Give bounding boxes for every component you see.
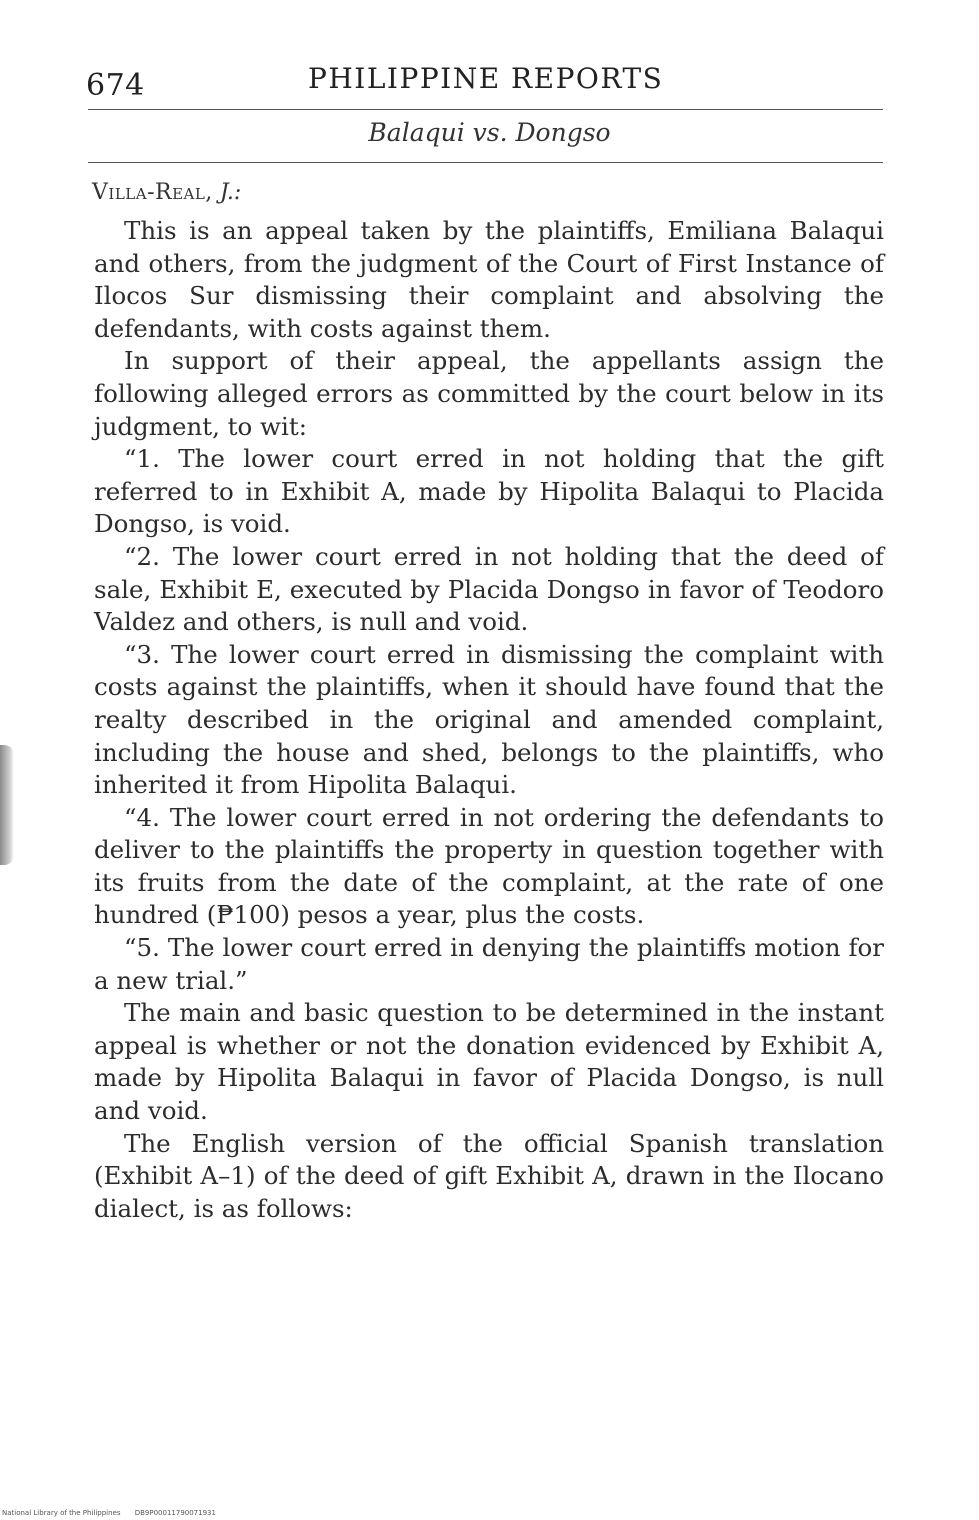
author-title: J.: — [219, 180, 242, 205]
paragraph: In support of their appeal, the appellants assign the following alleged errors as committed by the court below in its judgment, to wit: — [94, 346, 884, 441]
author-name: Villa-Real, — [92, 180, 213, 205]
opinion-author — [92, 180, 241, 205]
case-title: Balaqui vs. Dongso — [368, 118, 611, 147]
running-head: PHILIPPINE REPORTS — [308, 62, 664, 95]
footer-code: DB9P00011790071931 — [134, 1509, 216, 1517]
binding-shadow — [0, 745, 14, 865]
assigned-error: “3. The lower court erred in dismissing the complaint with costs against the plaintiffs, when it should have found that the realty described in the original and amended complaint, including the house and shed, belongs to the plaintiffs, who inherited it from Hipolita Balaqui. — [94, 639, 884, 800]
paragraph: The English version of the official Spanish translation (Exhibit A–1) of the deed of gift Exhibit A, drawn in the Ilocano dialect, is as follows: — [94, 1128, 884, 1223]
scan-footer — [2, 1509, 216, 1517]
assigned-error: “1. The lower court erred in not holding that the gift referred to in Exhibit A, made by Hipolita Balaqui to Placida Dongso, is void. — [94, 444, 884, 539]
paragraph: This is an appeal taken by the plaintiffs, Emiliana Balaqui and others, from the judgment of the Court of First Instance of Ilocos Sur dismissing their complaint and absolving the defendants, with costs against them. — [94, 216, 884, 343]
header-rule-bottom — [88, 162, 883, 163]
assigned-error: “4. The lower court erred in not ordering the defendants to deliver to the plaintiffs the property in question together with its fruits from the date of the complaint, at the rate of one hundred (₱100) pesos a year, plus the costs. — [94, 802, 884, 930]
opinion-body — [94, 215, 884, 1225]
footer-library: National Library of the Philippines — [2, 1509, 121, 1517]
page-number: 674 — [86, 68, 145, 103]
paragraph: The main and basic question to be determined in the instant appeal is whether or not the donation evidenced by Exhibit A, made by Hipolita Balaqui in favor of Placida Dongso, is null and void. — [94, 998, 884, 1126]
assigned-error: “5. The lower court erred in denying the plaintiffs motion for a new trial.” — [94, 933, 884, 995]
assigned-error: “2. The lower court erred in not holding that the deed of sale, Exhibit E, executed by Placida Dongso in favor of Teodoro Valdez and others, is null and void. — [94, 541, 884, 637]
header-rule-top — [88, 109, 883, 110]
